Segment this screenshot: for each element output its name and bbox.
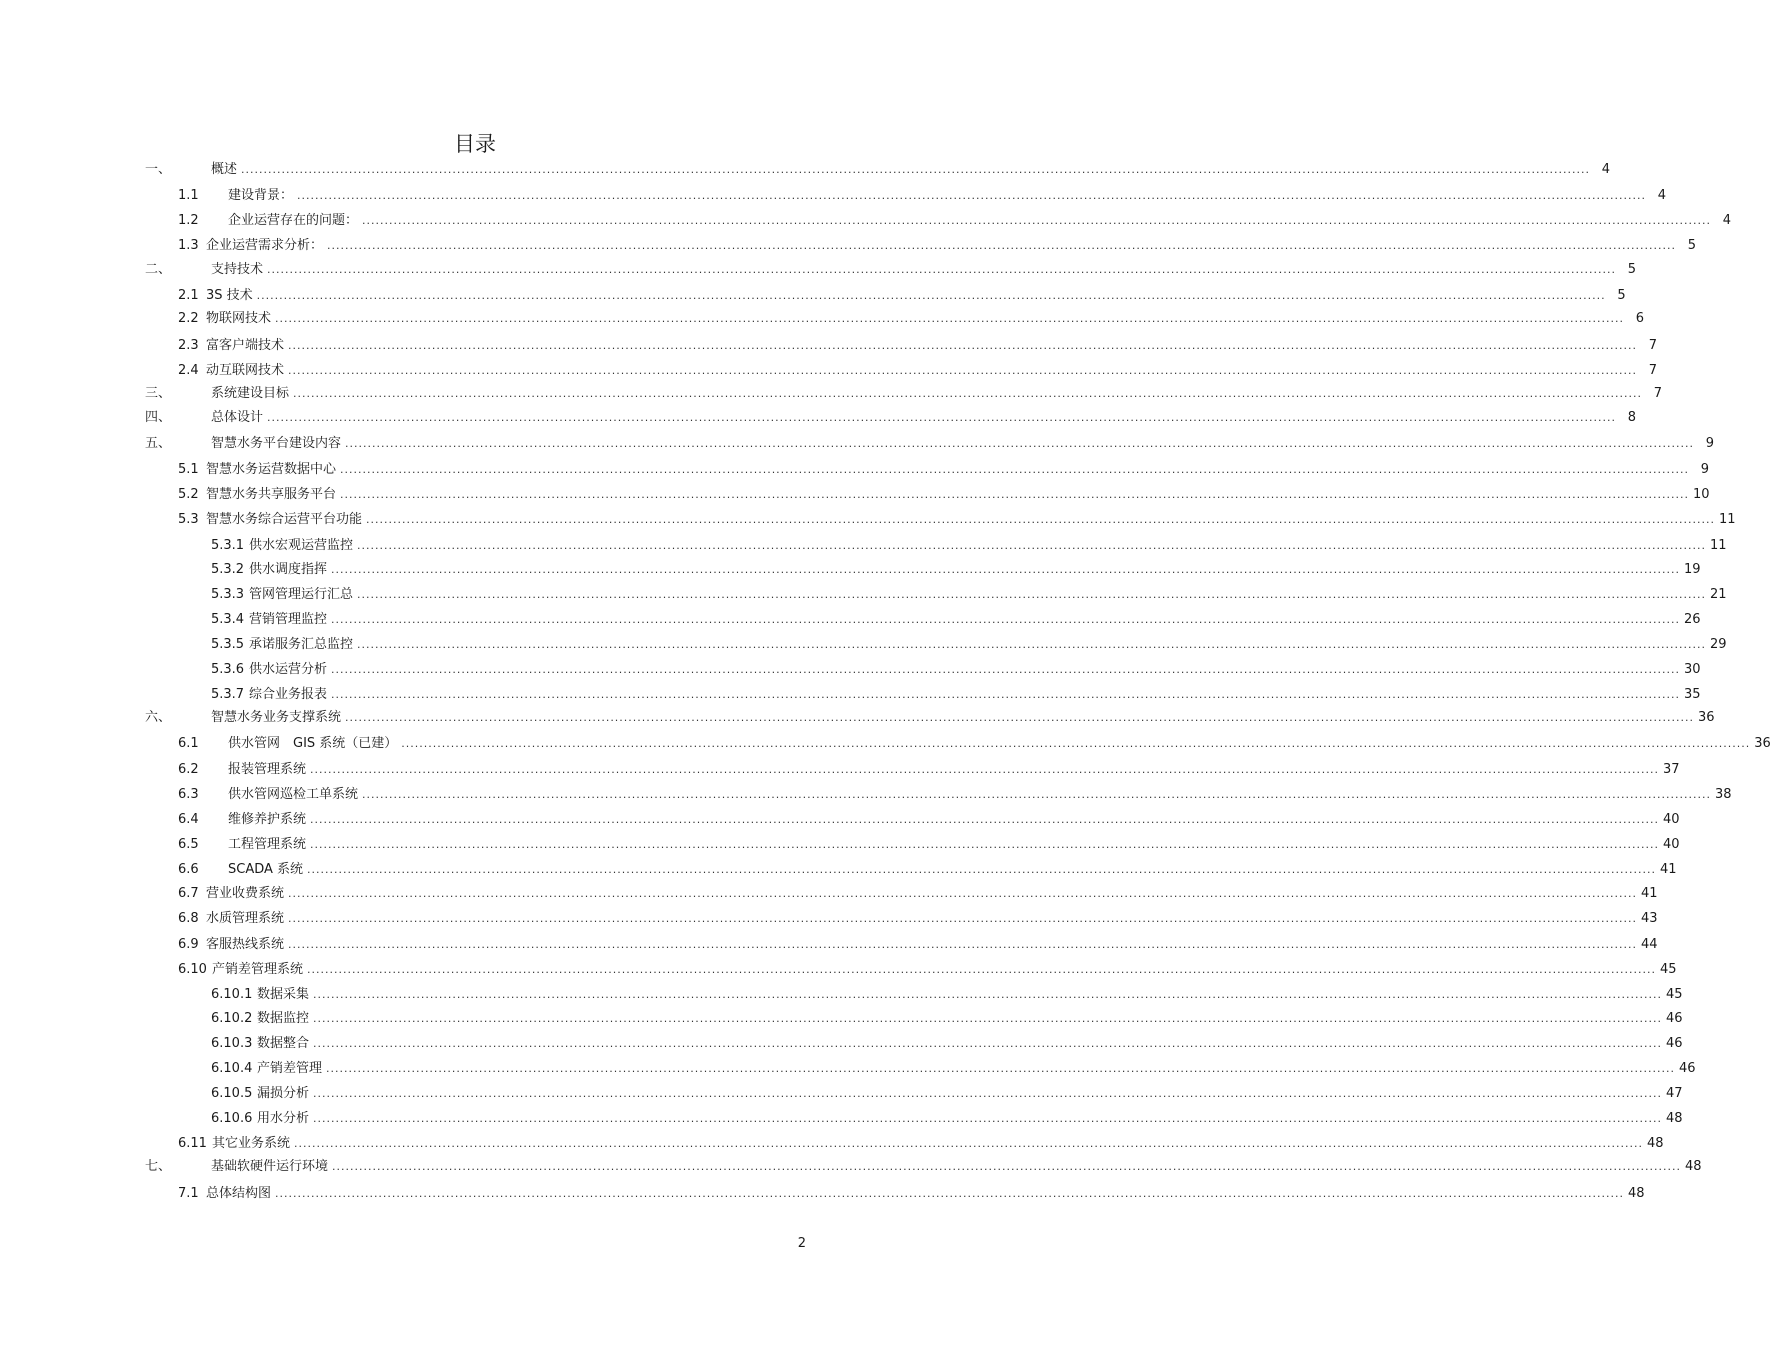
toc-entry-page: 26	[1684, 612, 1701, 627]
toc-entry-number: 6.8	[178, 911, 199, 926]
toc-entry-number: 6.1	[178, 736, 199, 751]
toc-entry-number: 5.2	[178, 487, 199, 502]
toc-leader-dots: ............................................................................................................................................................................................................................................................................................................	[297, 189, 1646, 202]
toc-entry-label: 供水宏观运营监控	[249, 538, 354, 553]
toc-entry-label: 智慧水务平台建设内容	[211, 436, 342, 451]
toc-entry-page: 41	[1660, 862, 1677, 877]
toc-entry-label: 智慧水务运营数据中心	[206, 462, 337, 477]
toc-entry[interactable]	[211, 1009, 1683, 1029]
toc-entry-number: 1.2	[178, 213, 199, 228]
toc-entry-number: 2.4	[178, 363, 199, 378]
toc-entry-label: 营销管理监控	[249, 612, 328, 627]
toc-entry[interactable]	[211, 985, 1683, 1005]
toc-entry[interactable]	[145, 1157, 1702, 1177]
toc-entry[interactable]	[145, 434, 1714, 454]
toc-entry-label: 综合业务报表	[249, 687, 328, 702]
toc-entry-label: 物联网技术	[206, 311, 272, 326]
toc-entry-label: 漏损分析	[257, 1086, 310, 1101]
toc-entry-label: 概述	[211, 162, 238, 177]
toc-leader-dots: ............................................................................................................................................................................................................................................................................................................	[293, 387, 1642, 400]
toc-entry[interactable]	[178, 460, 1709, 480]
toc-entry[interactable]	[178, 236, 1696, 256]
toc-entry[interactable]	[211, 660, 1701, 680]
toc-leader-dots: ............................................................................................................................................................................................................................................................................................................	[267, 263, 1616, 276]
toc-entry-page: 43	[1641, 911, 1658, 926]
toc-entry-label: 动互联网技术	[206, 363, 285, 378]
toc-entry-label: 支持技术	[211, 262, 264, 277]
toc-entry[interactable]	[178, 810, 1680, 830]
toc-leader-dots: ............................................................................................................................................................................................................................................................................................................	[288, 887, 1637, 900]
toc-leader-dots: ............................................................................................................................................................................................................................................................................................................	[313, 1112, 1662, 1125]
toc-entry-number: 6.3	[178, 787, 199, 802]
toc-entry-page: 38	[1715, 787, 1732, 802]
toc-leader-dots: ............................................................................................................................................................................................................................................................................................................	[288, 339, 1637, 352]
toc-leader-dots: ............................................................................................................................................................................................................................................................................................................	[340, 463, 1689, 476]
page-number: 2	[797, 1236, 806, 1251]
toc-entry-page: 5	[1627, 262, 1636, 277]
toc-entry-label: 客服热线系统	[206, 937, 285, 952]
toc-entry-page: 11	[1719, 512, 1736, 527]
toc-entry[interactable]	[211, 1109, 1683, 1129]
toc-leader-dots: ............................................................................................................................................................................................................................................................................................................	[307, 863, 1657, 876]
toc-leader-dots: ............................................................................................................................................................................................................................................................................................................	[345, 437, 1694, 450]
toc-entry-page: 37	[1663, 762, 1680, 777]
toc-entry-label: 维修养护系统	[228, 812, 307, 827]
toc-leader-dots: ............................................................................................................................................................................................................................................................................................................	[313, 1037, 1662, 1050]
toc-entry-label: 产销差管理系统	[212, 962, 304, 977]
toc-leader-dots: ............................................................................................................................................................................................................................................................................................................	[267, 411, 1616, 424]
toc-entry-page: 40	[1663, 837, 1680, 852]
toc-entry[interactable]	[211, 560, 1701, 580]
toc-leader-dots: ............................................................................................................................................................................................................................................................................................................	[313, 988, 1662, 1001]
toc-entry-number: 6.10.2	[211, 1011, 253, 1026]
toc-leader-dots: ............................................................................................................................................................................................................................................................................................................	[331, 563, 1680, 576]
toc-entry[interactable]	[145, 408, 1636, 428]
toc-entry[interactable]	[145, 260, 1636, 280]
toc-leader-dots: ............................................................................................................................................................................................................................................................................................................	[326, 1062, 1675, 1075]
toc-leader-dots: ............................................................................................................................................................................................................................................................................................................	[401, 737, 1751, 750]
toc-entry-number: 5.3.1	[211, 538, 245, 553]
toc-entry-number: 6.10.3	[211, 1036, 253, 1051]
toc-entry-page: 30	[1684, 662, 1701, 677]
toc-entry-page: 7	[1648, 363, 1657, 378]
toc-entry-number: 五、	[145, 436, 172, 451]
toc-entry-page: 36	[1698, 710, 1715, 725]
toc-entry-label: 富客户端技术	[206, 338, 285, 353]
toc-entry-page: 4	[1722, 213, 1731, 228]
toc-entry-page: 47	[1666, 1086, 1683, 1101]
toc-entry[interactable]	[178, 860, 1677, 880]
toc-entry-page: 9	[1705, 436, 1714, 451]
toc-entry-number: 6.10.4	[211, 1061, 253, 1076]
toc-entry-number: 5.3.6	[211, 662, 245, 677]
page-title: 目录	[454, 132, 496, 156]
toc-leader-dots: ............................................................................................................................................................................................................................................................................................................	[331, 688, 1680, 701]
toc-leader-dots: ............................................................................................................................................................................................................................................................................................................	[310, 763, 1659, 776]
toc-entry-number: 5.3	[178, 512, 199, 527]
toc-entry[interactable]	[211, 585, 1727, 605]
toc-entry-number: 2.3	[178, 338, 199, 353]
toc-entry-label: 基础软硬件运行环境	[211, 1159, 329, 1174]
toc-entry-page: 21	[1710, 587, 1727, 602]
toc-entry-label: 企业运营存在的问题：	[228, 213, 359, 228]
toc-leader-dots: ............................................................................................................................................................................................................................................................................................................	[357, 588, 1706, 601]
toc-entry-number: 2.2	[178, 311, 199, 326]
toc-entry[interactable]	[211, 1059, 1696, 1079]
toc-entry-label: 其它业务系统	[212, 1136, 291, 1151]
toc-entry-number: 5.3.5	[211, 637, 245, 652]
toc-entry[interactable]	[211, 610, 1701, 630]
toc-entry-label: 产销差管理	[257, 1061, 323, 1076]
toc-entry[interactable]	[178, 884, 1658, 904]
toc-entry[interactable]	[145, 384, 1662, 404]
toc-entry[interactable]	[211, 536, 1727, 556]
toc-entry[interactable]	[178, 186, 1666, 206]
toc-entry-number: 一、	[145, 162, 172, 177]
toc-entry-page: 46	[1666, 1036, 1683, 1051]
toc-entry-number: 2.1	[178, 288, 199, 303]
toc-leader-dots: ............................................................................................................................................................................................................................................................................................................	[241, 163, 1590, 176]
toc-leader-dots: ............................................................................................................................................................................................................................................................................................................	[310, 813, 1659, 826]
toc-entry[interactable]	[178, 485, 1710, 505]
toc-entry[interactable]	[178, 336, 1657, 356]
toc-entry-page: 5	[1687, 238, 1696, 253]
toc-entry-number: 七、	[145, 1159, 172, 1174]
toc-entry-page: 7	[1648, 338, 1657, 353]
toc-leader-dots: ............................................................................................................................................................................................................................................................................................................	[307, 963, 1656, 976]
toc-entry-page: 40	[1663, 812, 1680, 827]
toc-entry-page: 46	[1666, 1011, 1683, 1026]
toc-leader-dots: ............................................................................................................................................................................................................................................................................................................	[331, 663, 1680, 676]
toc-entry[interactable]	[178, 361, 1657, 381]
toc-entry-number: 三、	[145, 386, 172, 401]
toc-entry[interactable]	[178, 1134, 1664, 1154]
toc-leader-dots: ............................................................................................................................................................................................................................................................................................................	[310, 838, 1659, 851]
toc-leader-dots: ............................................................................................................................................................................................................................................................................................................	[362, 214, 1711, 227]
toc-entry-page: 46	[1679, 1061, 1696, 1076]
toc-leader-dots: ............................................................................................................................................................................................................................................................................................................	[294, 1137, 1643, 1150]
toc-entry-number: 6.10.1	[211, 987, 253, 1002]
toc-entry-label: 水质管理系统	[206, 911, 285, 926]
toc-leader-dots: ............................................................................................................................................................................................................................................................................................................	[331, 613, 1680, 626]
toc-entry-number: 6.6	[178, 862, 199, 877]
toc-entry-page: 19	[1684, 562, 1701, 577]
toc-entry-label: 建设背景：	[228, 188, 294, 203]
toc-entry-number: 四、	[145, 410, 172, 425]
toc-entry[interactable]	[145, 708, 1715, 728]
toc-entry-label: 工程管理系统	[228, 837, 307, 852]
toc-entry-number: 7.1	[178, 1186, 199, 1201]
toc-entry[interactable]	[178, 760, 1680, 780]
toc-entry-label: 供水管网巡检工单系统	[228, 787, 359, 802]
toc-entry-page: 45	[1666, 987, 1683, 1002]
toc-entry[interactable]	[178, 785, 1732, 805]
toc-entry-number: 6.4	[178, 812, 199, 827]
toc-leader-dots: ............................................................................................................................................................................................................................................................................................................	[256, 289, 1606, 302]
toc-entry-number: 1.3	[178, 238, 199, 253]
toc-entry[interactable]	[211, 1034, 1683, 1054]
toc-entry-label: 承诺服务汇总监控	[249, 637, 354, 652]
toc-entry-page: 35	[1684, 687, 1701, 702]
toc-entry-page: 36	[1754, 736, 1771, 751]
toc-entry-number: 二、	[145, 262, 172, 277]
toc-entry-label: 总体设计	[211, 410, 264, 425]
toc-entry[interactable]	[178, 909, 1658, 929]
toc-entry[interactable]	[178, 1184, 1645, 1204]
toc-leader-dots: ............................................................................................................................................................................................................................................................................................................	[288, 364, 1637, 377]
toc-entry-label: 3S 技术	[206, 288, 253, 303]
toc-entry-page: 48	[1647, 1136, 1664, 1151]
toc-entry-label: SCADA 系统	[228, 862, 304, 877]
toc-entry[interactable]	[178, 734, 1771, 754]
toc-entry-label: 用水分析	[257, 1111, 310, 1126]
toc-entry-page: 6	[1635, 311, 1644, 326]
toc-entry-number: 6.2	[178, 762, 199, 777]
toc-leader-dots: ............................................................................................................................................................................................................................................................................................................	[327, 239, 1676, 252]
toc-entry-label: 供水运营分析	[249, 662, 328, 677]
toc-entry[interactable]	[211, 685, 1701, 705]
toc-entry-page: 8	[1627, 410, 1636, 425]
toc-entry-label: 数据整合	[257, 1036, 310, 1051]
toc-leader-dots: ............................................................................................................................................................................................................................................................................................................	[288, 938, 1637, 951]
toc-entry-label: 智慧水务业务支撑系统	[211, 710, 342, 725]
toc-entry-label: 数据监控	[257, 1011, 310, 1026]
toc-entry-label: 供水调度指挥	[249, 562, 328, 577]
toc-entry-page: 10	[1693, 487, 1710, 502]
toc-entry-number: 6.9	[178, 937, 199, 952]
toc-entry-number: 6.10.6	[211, 1111, 253, 1126]
toc-entry-label: 企业运营需求分析：	[206, 238, 324, 253]
toc-entry[interactable]	[178, 935, 1658, 955]
toc-entry-number: 5.3.4	[211, 612, 245, 627]
toc-entry-page: 48	[1628, 1186, 1645, 1201]
toc-leader-dots: ............................................................................................................................................................................................................................................................................................................	[345, 711, 1694, 724]
toc-leader-dots: ............................................................................................................................................................................................................................................................................................................	[357, 539, 1706, 552]
toc-entry-page: 48	[1666, 1111, 1683, 1126]
toc-entry-number: 六、	[145, 710, 172, 725]
toc-leader-dots: ............................................................................................................................................................................................................................................................................................................	[275, 1187, 1624, 1200]
toc-entry-label: 报装管理系统	[228, 762, 307, 777]
toc-leader-dots: ............................................................................................................................................................................................................................................................................................................	[288, 912, 1637, 925]
toc-leader-dots: ............................................................................................................................................................................................................................................................................................................	[313, 1012, 1662, 1025]
toc-entry-page: 29	[1710, 637, 1727, 652]
toc-entry-label: 智慧水务综合运营平台功能	[206, 512, 363, 527]
toc-entry-page: 9	[1700, 462, 1709, 477]
toc-entry-page: 44	[1641, 937, 1658, 952]
toc-entry[interactable]	[178, 211, 1731, 231]
toc-leader-dots: ............................................................................................................................................................................................................................................................................................................	[313, 1087, 1662, 1100]
toc-entry-label: 智慧水务共享服务平台	[206, 487, 337, 502]
toc-entry[interactable]	[211, 1084, 1683, 1104]
toc-leader-dots: ............................................................................................................................................................................................................................................................................................................	[362, 788, 1711, 801]
toc-entry-page: 4	[1657, 188, 1666, 203]
toc-entry-number: 1.1	[178, 188, 199, 203]
toc-entry-label: 管网管理运行汇总	[249, 587, 354, 602]
toc-entry[interactable]	[178, 309, 1644, 329]
toc-leader-dots: ............................................................................................................................................................................................................................................................................................................	[357, 638, 1706, 651]
toc-entry-number: 6.5	[178, 837, 199, 852]
toc-entry-label: 总体结构图	[206, 1186, 272, 1201]
toc-entry-page: 5	[1617, 288, 1626, 303]
toc-entry-page: 41	[1641, 886, 1658, 901]
toc-entry[interactable]	[211, 635, 1727, 655]
toc-entry-page: 48	[1685, 1159, 1702, 1174]
toc-entry[interactable]	[178, 835, 1680, 855]
toc-entry[interactable]	[178, 286, 1626, 306]
toc-entry-number: 6.11	[178, 1136, 207, 1151]
toc-leader-dots: ............................................................................................................................................................................................................................................................................................................	[366, 513, 1715, 526]
toc-entry[interactable]	[145, 160, 1610, 180]
toc-entry-number: 6.7	[178, 886, 199, 901]
toc-entry-number: 5.3.7	[211, 687, 245, 702]
toc-entry-page: 11	[1710, 538, 1727, 553]
toc-leader-dots: ............................................................................................................................................................................................................................................................................................................	[332, 1160, 1681, 1173]
toc-entry-page: 45	[1660, 962, 1677, 977]
toc-entry-label: 系统建设目标	[211, 386, 290, 401]
toc-entry-number: 5.1	[178, 462, 199, 477]
toc-entry-label: 营业收费系统	[206, 886, 285, 901]
toc-entry-label: 数据采集	[257, 987, 310, 1002]
toc-entry-page: 7	[1653, 386, 1662, 401]
toc-entry-page: 4	[1601, 162, 1610, 177]
toc-entry[interactable]	[178, 510, 1736, 530]
toc-entry-number: 5.3.3	[211, 587, 245, 602]
toc-entry-number: 6.10.5	[211, 1086, 253, 1101]
toc-leader-dots: ............................................................................................................................................................................................................................................................................................................	[275, 312, 1624, 325]
toc-entry[interactable]	[178, 960, 1677, 980]
toc-leader-dots: ............................................................................................................................................................................................................................................................................................................	[340, 488, 1689, 501]
toc-entry-number: 5.3.2	[211, 562, 245, 577]
toc-entry-number: 6.10	[178, 962, 207, 977]
toc-entry-label: 供水管网 GIS 系统（已建）	[228, 736, 398, 751]
